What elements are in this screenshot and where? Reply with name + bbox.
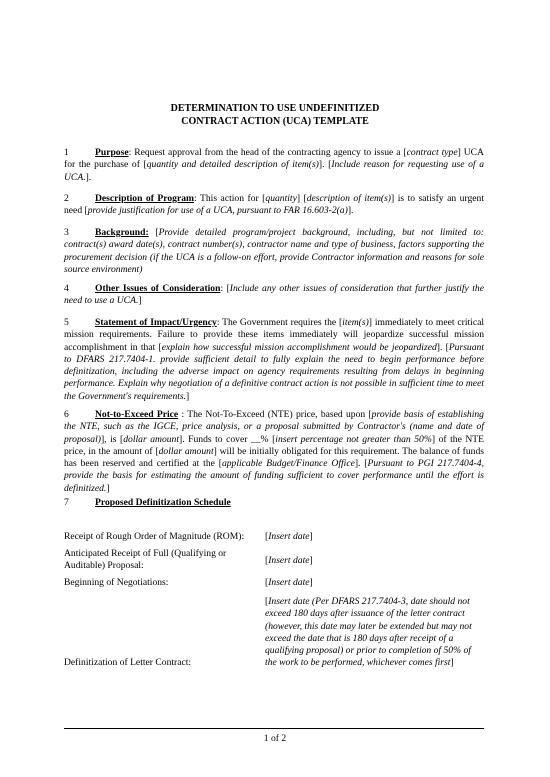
schedule-label: Definitization of Letter Contract: [64,657,192,668]
placeholder-text: Include reason for requesting use of a UCA. [64,159,485,183]
section-schedule [64,497,484,509]
section-number: 7 [64,497,69,508]
schedule-value: [Insert date] [265,531,313,542]
body-text: : This action for [ [194,193,266,204]
placeholder-text: provide justification for use of a UCA, pursuant to FAR 16.603-2(a) [87,205,348,217]
section-heading: Proposed Definitization Schedule [95,497,231,508]
placeholder-text: quantity and detailed description of item(s) [146,159,319,171]
body-text: ] will be initially obligated for this requirement. The balance of funds has been reserved and certified at the [ [64,445,484,470]
body-text: ] [186,390,190,402]
body-text: ]. Funds to cover __% [ [179,433,276,445]
section-number: 6 [64,409,69,420]
section-heading: Statement of Impact/Urgency [95,317,217,328]
body-text: ] [ [296,193,307,204]
body-text: ]. [85,171,92,183]
placeholder-text: dollar amount [123,433,180,445]
section-purpose [64,147,484,184]
document-title [0,103,550,128]
placeholder-text: description of item(s) [306,193,391,204]
schedule-value: [Insert date] [265,555,313,566]
schedule-value: [Insert date (Per DFARS 217.7404-3, date should not exceed 180 days after issuance of the letter contract (however, this date may later be extended but may not exceed the date that is 180 days after receipt of a qualifying proposal) or prior to completion of 50% of the work to be performed, whichever comes first] [265,596,472,669]
body-text: : [ [220,283,230,294]
section-heading: Purpose [95,147,129,158]
placeholder-text: Pursuant to DFARS 217.7404-1. provide sufficient detail to fully explain the need to begin performance before definitization, including the adverse impact on agency requirements resulting from delays in beginning performance. Explain why negotiation of a definitive contract action is not possible in sufficient time to meet the Government's requirements. [64,341,484,402]
body-text: : The Government requires the [ [216,317,343,328]
body-text: ], is [ [100,433,124,445]
section-number: 4 [64,283,69,294]
section-heading: Background: [95,227,149,238]
schedule-label: Anticipated Receipt of Full (Qualifying or Auditable) Proposal: [64,548,227,572]
placeholder-text: Include any other issues of consideration that further justify the need to use a UCA. [64,283,484,307]
placeholder-text: provide basis of establishing the NTE, such as the IGCE, price analysis, or a proposal submitted by Contractor's (name and date of proposal) [64,409,484,445]
placeholder-text: Insert date [268,531,310,542]
body-text: ]. [347,205,354,217]
schedule-value: [Insert date] [265,577,313,588]
body-text: ]. [ [436,341,449,353]
title-line-2: CONTRACT ACTION (UCA) TEMPLATE [181,115,369,127]
placeholder-text: Pursuant to PGI 217.7404-4, provide the basis for estimating the amount of funding sufficient to cover performance until the effort is definitized. [64,458,485,494]
placeholder-text: contract type [406,147,458,158]
body-text: ] [106,482,110,494]
section-number: 1 [64,147,69,158]
section-heading: Other Issues of Consideration [95,283,221,294]
body-text: [ [148,227,159,238]
placeholder-text: item(s) [342,317,369,328]
body-text: ] of the NTE price, in the amount of [ [64,433,485,457]
section-number: 3 [64,227,69,238]
body-text: ] is to satisfy an urgent need [ [64,193,484,217]
body-text: : Request approval from the head of the contracting agency to issue a [ [128,147,407,158]
title-line-1: DETERMINATION TO USE UNDEFINITIZED [170,103,380,114]
section-other-issues [64,283,484,308]
section-heading: Description of Program [95,193,195,204]
section-number: 5 [64,317,69,328]
body-text: : The Not-To-Exceed (NTE) price, based upon [ [178,409,372,420]
placeholder-text: quantity [265,193,297,204]
placeholder-text: insert percentage not greater than 50% [275,433,432,445]
section-background [64,227,484,276]
placeholder-text: Insert date [268,577,310,588]
body-text: ] [138,295,142,307]
section-impact-urgency [64,317,484,403]
section-heading: Not-to-Exceed Price [95,409,179,420]
body-text: ] UCA for the purchase of [ [64,147,484,171]
placeholder-text: Insert date (Per DFARS 217.7404-3, date should not exceed 180 days after issuance of the letter contract (however, this date may later be extended but may not exceed the date that is 180 days after receipt of a qualifying proposal) or prior to completion of 50% of the work to be performed, whichever comes first [265,596,472,669]
placeholder-text: Provide detailed program/project background, including, but not limited to: contract(s) award date(s), contract number(s), contractor name and type of business, factors supporting the procurement decision (if the UCA is a follow-on effort, provide Contractor information and reasons for sole source environment) [64,227,484,275]
body-text: ]. [ [318,159,332,171]
section-nte-price [64,409,484,495]
section-program [64,193,484,218]
schedule-label: Beginning of Negotiations: [64,577,169,588]
schedule-label: Receipt of Rough Order of Magnitude (ROM): [64,531,245,542]
page-number: 1 of 2 [263,733,287,744]
section-number: 2 [64,193,69,204]
placeholder-text: Insert date [268,555,310,566]
body-text: ]. [ [354,458,368,470]
footer-divider [64,728,484,729]
placeholder-text: explain how successful mission accomplishment would be jeopardized [161,341,437,353]
body-text: ] immediately to meet critical mission requirements. Failure to provide these items immediately will jeopardize successful mission accomplishment in that [ [64,317,484,353]
placeholder-text: applicable Budget/Finance Office [221,458,355,470]
placeholder-text: dollar amount [158,445,214,457]
